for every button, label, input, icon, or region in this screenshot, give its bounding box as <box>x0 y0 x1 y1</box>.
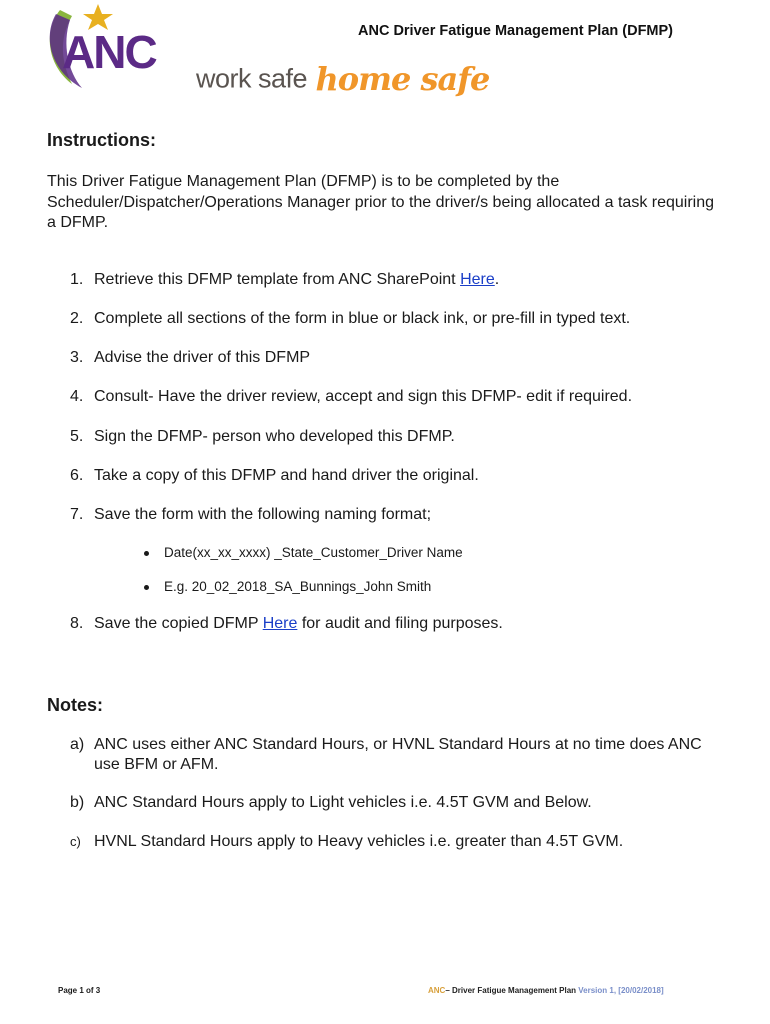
step-6: 6. Take a copy of this DFMP and hand driver the original. <box>70 467 479 484</box>
step-1: 1. Retrieve this DFMP template from ANC SharePoint Here. <box>70 271 500 288</box>
tagline-work-safe: work safe <box>196 63 308 94</box>
step-4: 4. Consult- Have the driver review, accept and sign this DFMP- edit if required. <box>70 388 633 405</box>
audit-filing-link[interactable]: Here <box>262 615 298 632</box>
step-7: 7. Save the form with the following naming format; <box>70 506 432 523</box>
note-a: a) ANC uses either ANC Standard Hours, or HVNL Standard Hours at no time does ANC use BFM or AFM. <box>70 736 702 773</box>
step-3: 3. Advise the driver of this DFMP <box>70 349 311 366</box>
step-8: 8. Save the copied DFMP Here for audit and filing purposes. <box>70 615 503 632</box>
naming-example-bullet: E.g. 20_02_2018_SA_Bunnings_John Smith <box>164 579 432 594</box>
anc-logo <box>42 2 192 92</box>
document-title: ANC Driver Fatigue Management Plan (DFMP) <box>358 23 674 39</box>
bullet-dot <box>144 585 149 590</box>
tagline-home-safe: home safe <box>315 60 490 98</box>
page-number: Page 1 of 3 <box>58 986 101 995</box>
footer-doc-info: ANC– Driver Fatigue Management Plan Version 1, [20/02/2018] <box>428 986 664 995</box>
bullet-dot <box>144 551 149 556</box>
logo-text: ANC <box>62 26 156 78</box>
step-5: 5. Sign the DFMP- person who developed this DFMP. <box>70 428 455 445</box>
step-2: 2. Complete all sections of the form in blue or black ink, or pre-fill in typed text. <box>70 310 631 327</box>
naming-format-bullet: Date(xx_xx_xxxx) _State_Customer_Driver Name <box>164 545 463 560</box>
tagline <box>196 60 489 110</box>
instructions-heading: Instructions: <box>47 130 157 150</box>
note-b: b) ANC Standard Hours apply to Light vehicles i.e. 4.5T GVM and Below. <box>70 794 592 811</box>
notes-heading: Notes: <box>47 695 104 715</box>
sharepoint-template-link[interactable]: Here <box>460 271 495 288</box>
anc-logo-graphic <box>42 2 192 92</box>
instructions-intro: This Driver Fatigue Management Plan (DFMP) is to be completed by the Scheduler/Dispatcher/Operations Manager prior to the driver/s being allocated a task requiring a DFMP. <box>47 173 715 231</box>
note-c: c) HVNL Standard Hours apply to Heavy vehicles i.e. greater than 4.5T GVM. <box>70 833 624 850</box>
